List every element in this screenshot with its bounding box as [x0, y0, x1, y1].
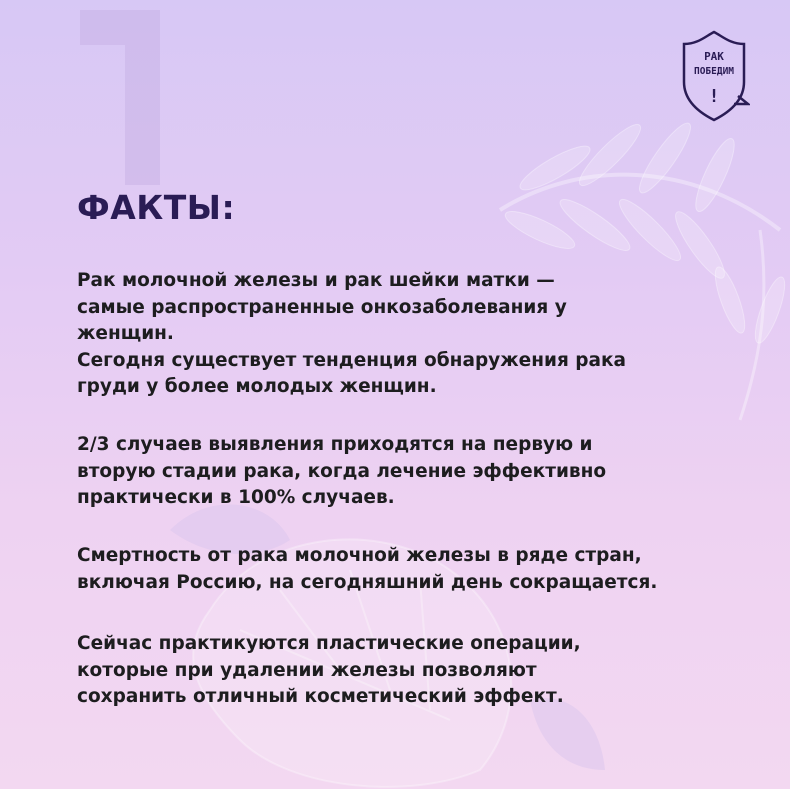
- text-line: Сегодня существует тенденция обнаружения рака: [77, 349, 627, 371]
- text-line: включая Россию, на сегодняшний день сокращается.: [77, 571, 658, 593]
- paragraph-4: [77, 631, 757, 711]
- text-line: вторую стадии рака, когда лечение эффективно: [77, 460, 607, 482]
- text-line: женщин.: [77, 323, 174, 344]
- text-line: груди у более молодых женщин.: [77, 376, 437, 397]
- text-line: Рак молочной железы и рак шейки матки —: [77, 270, 555, 291]
- text-line: самые распространенные онкозаболевания у: [77, 296, 567, 318]
- logo-line-1: РАК: [704, 50, 724, 63]
- paragraph-3: [77, 543, 757, 596]
- text-line: Сейчас практикуются пластические операции,: [77, 633, 581, 654]
- text-line: практически в 100% случаев.: [77, 487, 395, 508]
- paragraph-1: [77, 268, 757, 401]
- paragraph-2: [77, 432, 757, 512]
- monstera-leaf-icon: [150, 470, 610, 789]
- logo-line-2: ПОБЕДИМ: [693, 66, 735, 77]
- text-line: 2/3 случаев выявления приходятся на первую и: [77, 434, 593, 455]
- text-line: сохранить отличный косметический эффект.: [77, 686, 564, 707]
- background-number-1: [70, 0, 175, 185]
- page-title: ФАКТЫ:: [77, 188, 236, 227]
- shield-speech-logo-icon: [678, 30, 750, 122]
- logo-exclamation: !: [708, 86, 720, 107]
- text-line: которые при удалении железы позволяют: [77, 659, 537, 681]
- text-line: Смертность от рака молочной железы в ряде стран,: [77, 545, 642, 566]
